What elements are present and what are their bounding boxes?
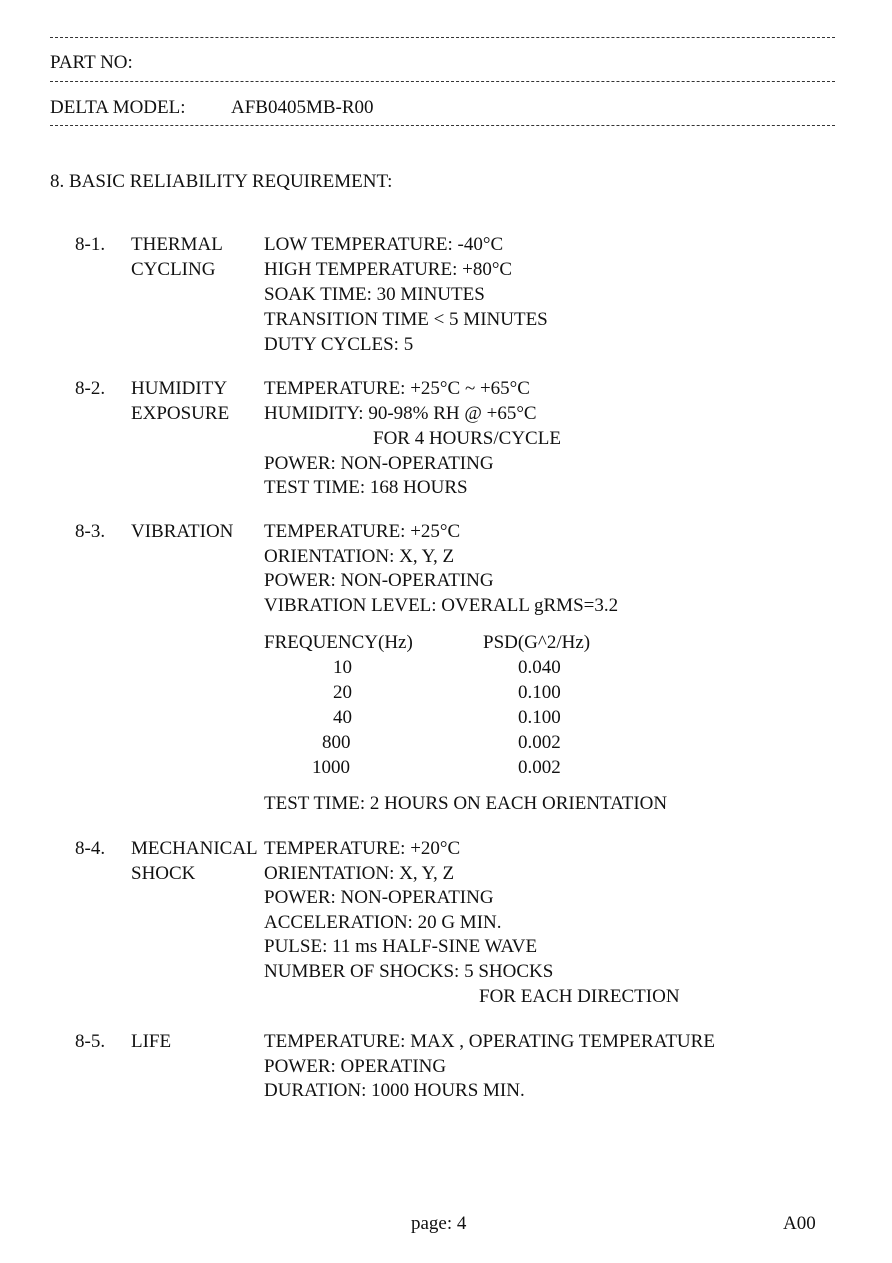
spec-line: TEST TIME: 2 HOURS ON EACH ORIENTATION [264, 793, 668, 814]
spec-line: POWER: NON-OPERATING [264, 453, 494, 474]
part-no-rule [50, 81, 835, 82]
table-cell-psd: 0.002 [518, 732, 561, 753]
page-number: page: 4 [411, 1213, 467, 1234]
spec-line: SOAK TIME: 30 MINUTES [264, 284, 485, 305]
table-header-frequency: FREQUENCY(Hz) [264, 632, 413, 653]
table-cell-frequency: 800 [322, 732, 351, 753]
spec-line: DUTY CYCLES: 5 [264, 334, 414, 355]
delta-model-value: AFB0405MB-R00 [231, 97, 374, 118]
table-cell-frequency: 20 [333, 682, 352, 703]
table-header-psd: PSD(G^2/Hz) [483, 632, 591, 653]
item-name: CYCLING [131, 259, 216, 280]
section-title: 8. BASIC RELIABILITY REQUIREMENT: [50, 171, 393, 192]
table-cell-psd: 0.100 [518, 707, 561, 728]
item-name: THERMAL [131, 234, 223, 255]
spec-line: LOW TEMPERATURE: -40°C [264, 234, 504, 255]
delta-model-rule [50, 125, 835, 126]
spec-line: TEST TIME: 168 HOURS [264, 477, 468, 498]
spec-line: VIBRATION LEVEL: OVERALL gRMS=3.2 [264, 595, 619, 616]
delta-model-label: DELTA MODEL: [50, 97, 186, 118]
spec-line: TEMPERATURE: +25°C [264, 521, 461, 542]
table-cell-frequency: 10 [333, 657, 352, 678]
spec-line: ACCELERATION: 20 G MIN. [264, 912, 502, 933]
item-number: 8-5. [75, 1031, 106, 1052]
part-no-label: PART NO: [50, 52, 133, 73]
spec-line: TEMPERATURE: MAX , OPERATING TEMPERATURE [264, 1031, 715, 1052]
spec-line: POWER: OPERATING [264, 1056, 447, 1077]
table-cell-psd: 0.100 [518, 682, 561, 703]
spec-line: TEMPERATURE: +25°C ~ +65°C [264, 378, 530, 399]
spec-line: DURATION: 1000 HOURS MIN. [264, 1080, 525, 1101]
table-cell-psd: 0.002 [518, 757, 561, 778]
item-name: LIFE [131, 1031, 172, 1052]
item-name: EXPOSURE [131, 403, 230, 424]
spec-line: PULSE: 11 ms HALF-SINE WAVE [264, 936, 538, 957]
table-cell-frequency: 40 [333, 707, 352, 728]
spec-line: HIGH TEMPERATURE: +80°C [264, 259, 513, 280]
spec-line: POWER: NON-OPERATING [264, 887, 494, 908]
item-name: SHOCK [131, 863, 196, 884]
table-cell-psd: 0.040 [518, 657, 561, 678]
item-number: 8-3. [75, 521, 106, 542]
item-number: 8-2. [75, 378, 106, 399]
item-name: HUMIDITY [131, 378, 228, 399]
revision-code: A00 [783, 1213, 816, 1234]
spec-line: FOR 4 HOURS/CYCLE [373, 428, 561, 449]
spec-line: FOR EACH DIRECTION [479, 986, 680, 1007]
spec-line: ORIENTATION: X, Y, Z [264, 863, 455, 884]
spec-line: TRANSITION TIME < 5 MINUTES [264, 309, 548, 330]
spec-line: POWER: NON-OPERATING [264, 570, 494, 591]
spec-line: HUMIDITY: 90-98% RH @ +65°C [264, 403, 537, 424]
item-number: 8-1. [75, 234, 106, 255]
spec-line: ORIENTATION: X, Y, Z [264, 546, 455, 567]
spec-line: TEMPERATURE: +20°C [264, 838, 461, 859]
item-number: 8-4. [75, 838, 106, 859]
spec-line: NUMBER OF SHOCKS: 5 SHOCKS [264, 961, 554, 982]
item-name: VIBRATION [131, 521, 234, 542]
top-rule [50, 37, 835, 38]
item-name: MECHANICAL [131, 838, 258, 859]
table-cell-frequency: 1000 [312, 757, 350, 778]
